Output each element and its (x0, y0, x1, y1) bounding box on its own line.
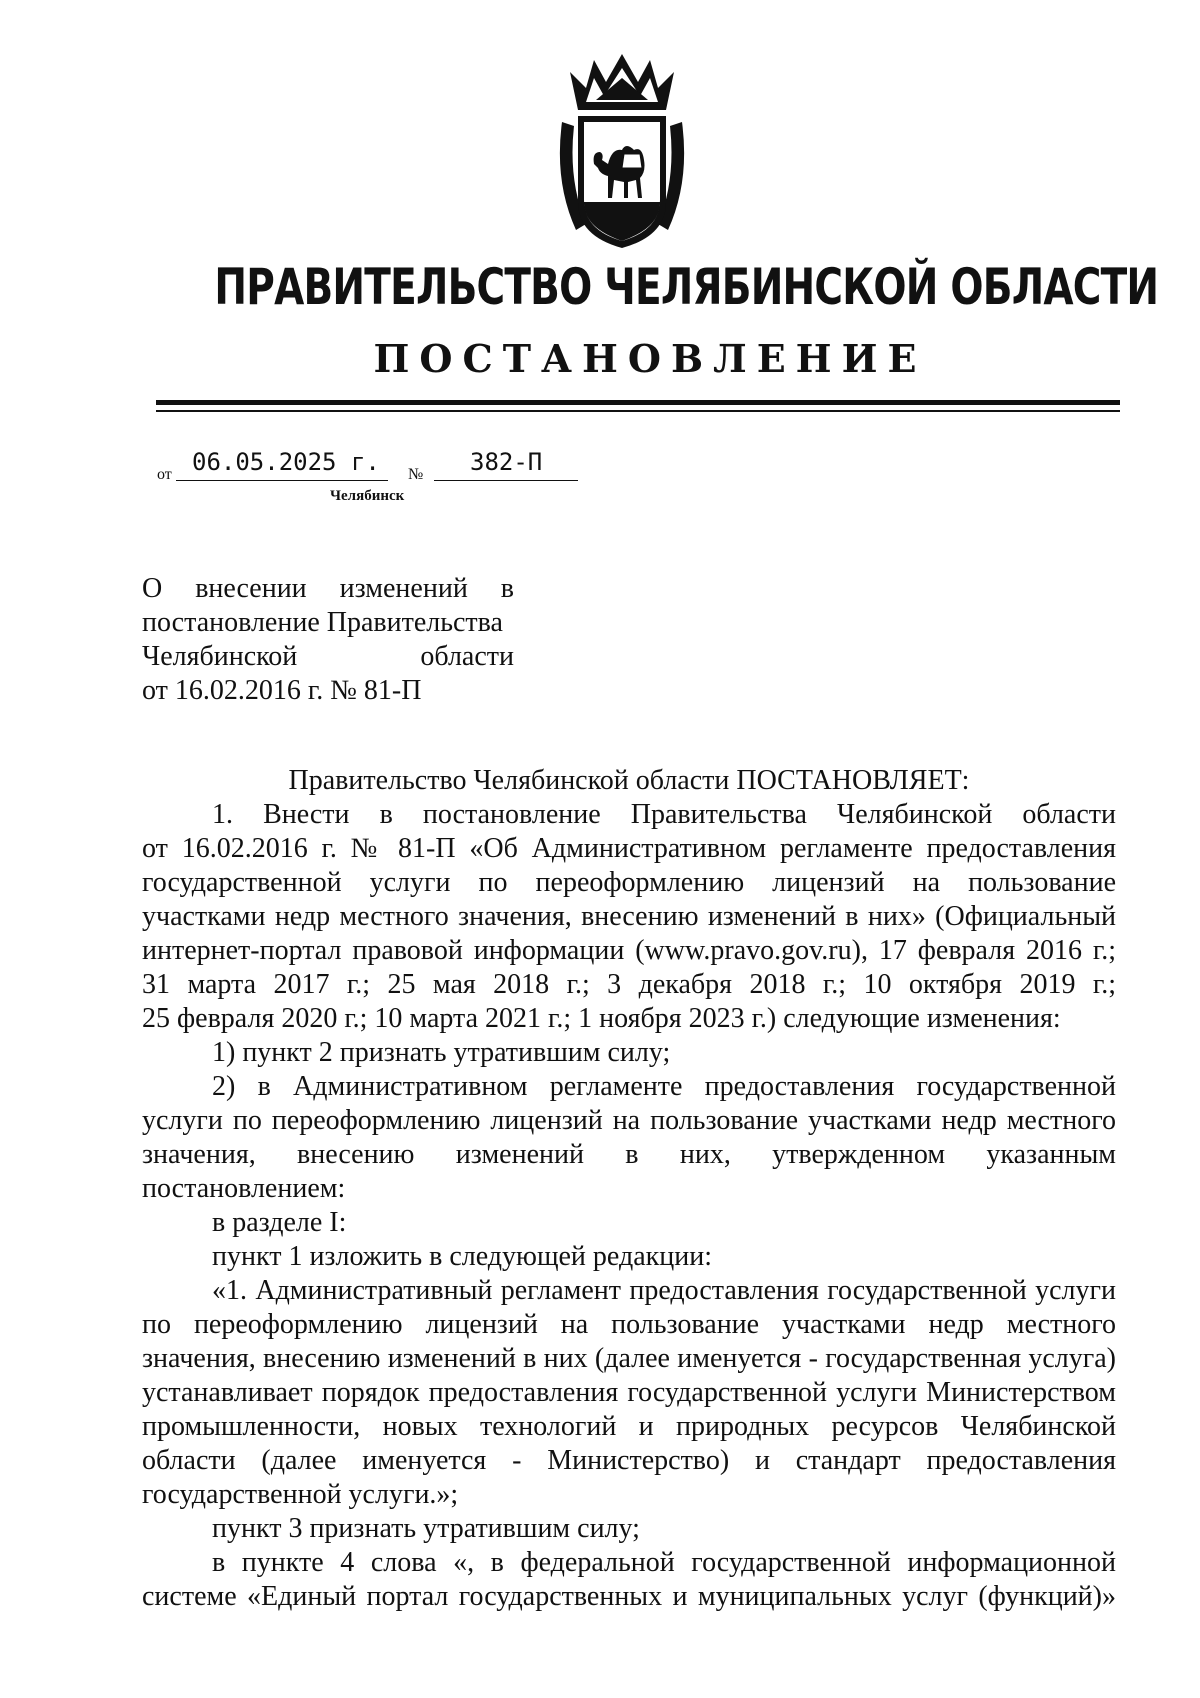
body-line: участками недр местного значения, внесению изменений в них» (Официальный (142, 901, 1116, 932)
coat-of-arms-icon (556, 52, 688, 252)
body-line: 1) пункт 2 признать утратившим силу; (212, 1037, 671, 1068)
body-line: 31 марта 2017 г.; 25 мая 2018 г.; 3 декабря 2018 г.; 10 октября 2019 г.; (142, 969, 1116, 1000)
body-line: услуги по переоформлению лицензий на пользование участками недр местного (142, 1105, 1116, 1136)
body-line: 2) в Административном регламенте предоставления государственной (212, 1071, 1116, 1102)
body-line: по переоформлению лицензий на пользование участками недр местного (142, 1309, 1116, 1340)
date-label: от (157, 466, 172, 483)
body-line: государственной услуги.»; (142, 1479, 459, 1510)
document-date: 06.05.2025 г. (192, 448, 380, 476)
document-number: 382-П (470, 448, 543, 476)
government-title: ПРАВИТЕЛЬСТВО ЧЕЛЯБИНСКОЙ ОБЛАСТИ (214, 258, 1159, 316)
number-underline (434, 480, 578, 481)
subject-line: Челябинской области (142, 641, 514, 672)
body-line: «1. Административный регламент предоставления государственной услуги (212, 1275, 1116, 1306)
body-line: промышленности, новых технологий и природных ресурсов Челябинской (142, 1411, 1116, 1442)
body-line: пункт 3 признать утратившим силу; (212, 1513, 640, 1544)
body-line: системе «Единый портал государственных и муниципальных услуг (функций)» (142, 1581, 1116, 1612)
document-type: ПОСТАНОВЛЕНИЕ (373, 336, 927, 381)
document-body (142, 764, 1116, 1614)
body-line: значения, внесению изменений в них, утвержденном указанным (142, 1139, 1116, 1170)
body-line: в пункте 4 слова «, в федеральной государственной информационной (212, 1547, 1116, 1578)
subject-line: от 16.02.2016 г. № 81-П (142, 675, 422, 706)
body-line: постановлением: (142, 1173, 346, 1204)
subject-line: постановление Правительства (142, 607, 503, 638)
body-line: 25 февраля 2020 г.; 10 марта 2021 г.; 1 ноября 2023 г.) следующие изменения: (142, 1003, 1061, 1034)
header-rule-thick (156, 400, 1120, 405)
date-underline (176, 480, 388, 481)
preamble: Правительство Челябинской области ПОСТАНОВЛЯЕТ: (288, 765, 970, 796)
body-line: устанавливает порядок предоставления государственной услуги Министерством (142, 1377, 1116, 1408)
number-label: № (408, 466, 424, 483)
body-line: области (далее именуется - Министерство) и стандарт предоставления (142, 1445, 1116, 1476)
body-line: интернет-портал правовой информации (www.pravo.gov.ru), 17 февраля 2016 г.; (142, 935, 1116, 966)
body-line: государственной услуги по переоформлению лицензий на пользование (142, 867, 1116, 898)
body-line: от 16.02.2016 г. № 81-П «Об Административном регламенте предоставления (142, 833, 1116, 864)
body-line: пункт 1 изложить в следующей редакции: (212, 1241, 712, 1272)
body-line: значения, внесению изменений в них (далее именуется - государственная услуга) (142, 1343, 1116, 1374)
subject-line: О внесении изменений в (142, 573, 514, 604)
city-name: Челябинск (330, 488, 405, 504)
document-subject (142, 572, 514, 708)
body-line: в разделе I: (212, 1207, 347, 1238)
body-line: 1. Внести в постановление Правительства Челябинской области (212, 799, 1116, 830)
header-rule-thin (156, 410, 1120, 412)
